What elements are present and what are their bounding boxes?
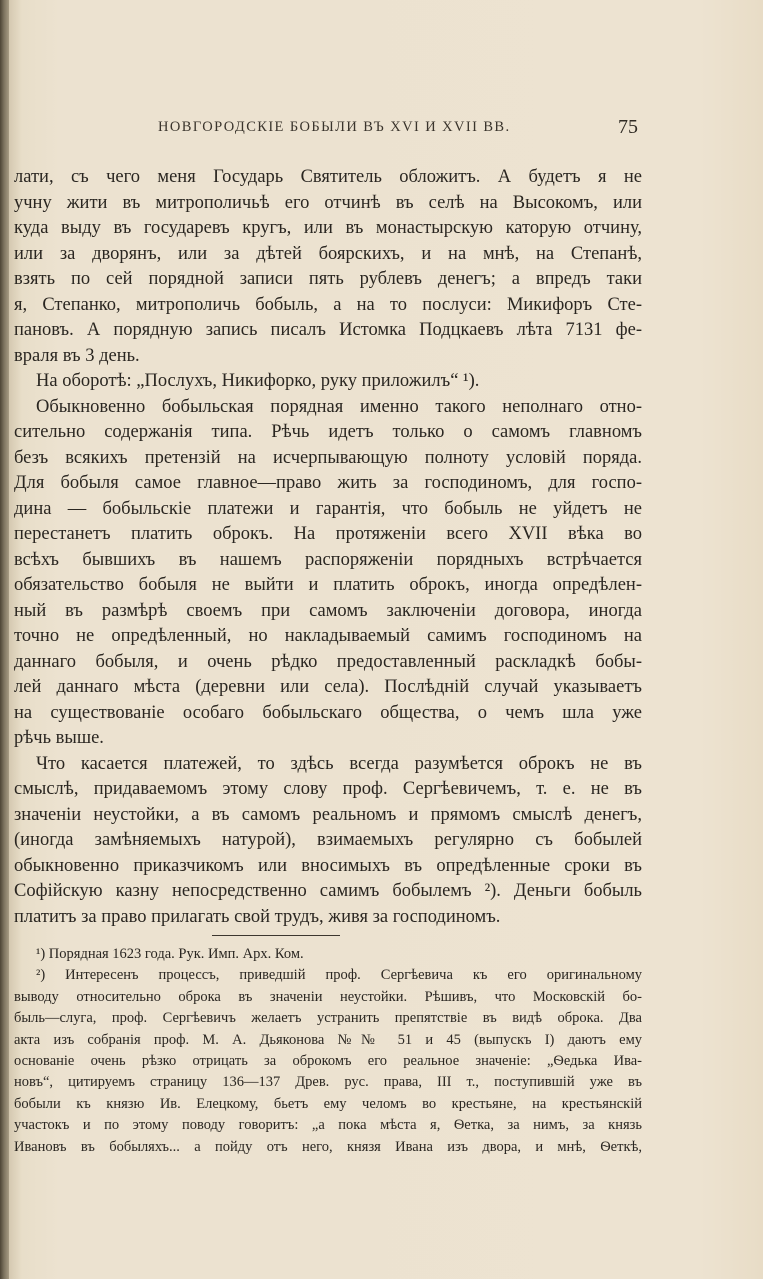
footnote-line: участокъ и по этому поводу говоритъ: „а пока мѣста я, Ѳетка, за нимъ, за князь: [14, 1117, 642, 1134]
footnote-line: ²) Интересенъ процессъ, приведшій проф. Сергѣевича къ его оригинальному: [36, 967, 642, 984]
text-line: смыслѣ, придаваемомъ этому слову проф. Сергѣевичемъ, т. е. не въ: [14, 779, 642, 799]
footnotes: [14, 944, 642, 1158]
text-line: или за дворянъ, или за дѣтей боярскихъ, и на мнѣ, на Степанѣ,: [14, 243, 642, 264]
text-line: пановъ. А порядную запись писалъ Истомка Подцкаевъ лѣта 7131 фе-: [14, 320, 642, 340]
text-line: безъ всякихъ претензій на исчерпывающую полноту условій поряда.: [14, 447, 642, 468]
footnote-divider: [212, 935, 340, 936]
footnote-line: бобыли къ князю Ив. Елецкому, бьетъ ему челомъ во крестьяне, на крестьянскій: [14, 1095, 642, 1112]
page-header: [0, 116, 763, 143]
paragraph-start: Что касается платежей, то здѣсь всегда разумѣется оброкъ не въ: [36, 753, 642, 774]
footnote-line: выводу относительно оброка въ значеніи неустойки. Рѣшивъ, что Московскій бо-: [14, 988, 642, 1005]
text-line: точно не опредѣленный, но накладываемый самимъ господиномъ на: [14, 626, 642, 646]
text-line: лати, съ чего меня Государь Святитель обложитъ. А будетъ я не: [14, 167, 642, 187]
text-line: ный въ размѣрѣ своемъ при самомъ заключеніи договора, иногда: [14, 600, 642, 621]
text-line: я, Степанко, митрополичь бобыль, а на то послуси: Микифоръ Сте-: [14, 294, 642, 315]
text-line: дина — бобыльскіе платежи и гарантія, что бобыль не уйдетъ не: [14, 498, 642, 519]
text-line: обязательство бобыля не выйти и платить оброкъ, иногда опредѣлен-: [14, 575, 642, 595]
text-line: (иногда замѣняемыхъ натурой), взимаемыхъ регулярно съ бобылей: [14, 830, 642, 850]
footnote-line: основаніе очень рѣзко отрицать за оброкомъ его реальное значеніе: „Ѳедька Ива-: [14, 1052, 642, 1069]
text-line: всѣхъ бывшихъ въ нашемъ распоряженіи порядныхъ встрѣчается: [14, 549, 642, 570]
text-line: рѣчь выше.: [14, 728, 104, 748]
text-line: враля въ 3 день.: [14, 345, 140, 366]
text-line: учну жити въ митрополичьѣ его отчинѣ въ селѣ на Высокомъ, или: [14, 192, 642, 213]
footnote-line: ¹) Порядная 1623 года. Рук. Имп. Арх. Ком.: [36, 946, 304, 962]
text-line: перестанетъ платить оброкъ. На протяженіи всего XVII вѣка во: [14, 524, 642, 544]
text-line: обыкновенно приказчикомъ или вносимыхъ въ опредѣленные сроки въ: [14, 855, 642, 876]
text-line: Софійскую казну непосредственно самимъ бобылемъ ²). Деньги бобыль: [14, 881, 642, 901]
text-line: лей даннаго мѣста (деревни или села). Послѣдній случай указываетъ: [14, 677, 642, 697]
text-line: Для бобыля самое главное—право жить за господиномъ, для госпо-: [14, 473, 642, 493]
text-line: На оборотѣ: „Послухъ, Никифорко, руку приложилъ“ ¹).: [36, 371, 480, 391]
footnote-line: быль—слуга, проф. Сергѣевичъ желаетъ устранить препятствіе въ видѣ оброка. Два: [14, 1010, 642, 1027]
footnote-line: акта изъ собранія проф. М. А. Дьяконова №№ 51 и 45 (выпускъ I) даютъ ему: [14, 1031, 642, 1048]
page-number: 75: [618, 116, 638, 138]
footnote-line: Ивановъ въ бобыляхъ... а пойду отъ него, князя Ивана изъ двора, и мнѣ, Ѳеткѣ,: [14, 1138, 642, 1155]
text-line: взять по сей порядной записи пять рублевъ денегъ; а впредъ таки: [14, 269, 642, 289]
text-line: куда выду въ государевъ кругъ, или въ монастырскую каторую отчину,: [14, 218, 642, 238]
text-line: даннаго бобыля, и очень рѣдко предоставленный раскладкѣ бобы-: [14, 651, 642, 672]
main-text: [14, 165, 642, 930]
text-line: платитъ за право прилагать свой трудъ, живя за господиномъ.: [14, 906, 501, 927]
running-title: НОВГОРОДСКІЕ БОБЫЛИ ВЪ XVI И XVII ВВ.: [158, 119, 511, 135]
text-line: на существованіе особаго бобыльскаго общества, о чемъ шла уже: [14, 702, 642, 723]
footnote-line: новъ“, цитируемъ страницу 136—137 Древ. рус. права, III т., поступившій уже въ: [14, 1074, 642, 1091]
text-line: сительно содержанія типа. Рѣчь идетъ только о самомъ главномъ: [14, 422, 642, 442]
text-line: значеніи неустойки, а въ самомъ реальномъ и прямомъ смыслѣ денегъ,: [14, 804, 642, 825]
book-spine-shadow: [0, 0, 9, 1279]
paragraph-start: Обыкновенно бобыльская порядная именно такого неполнаго отно-: [36, 396, 642, 417]
